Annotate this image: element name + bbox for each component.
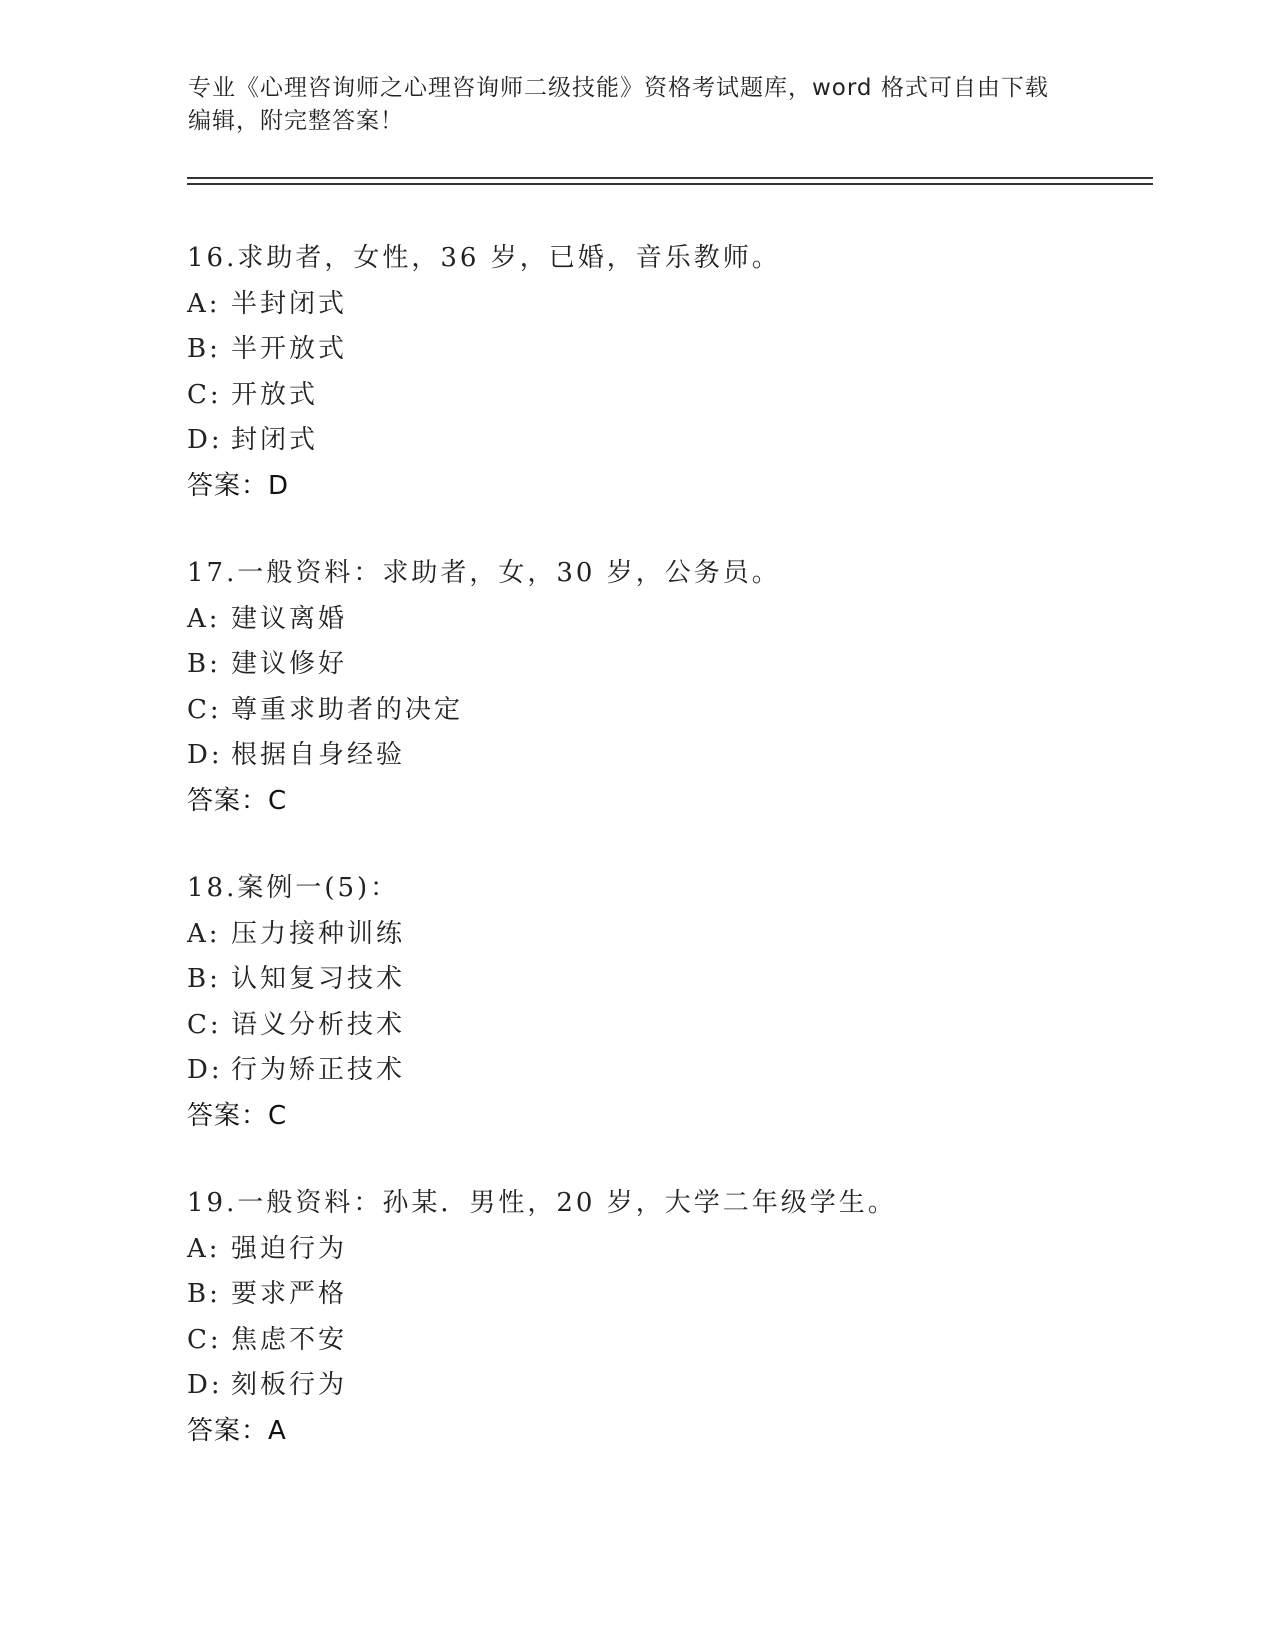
option-b — [187, 1272, 1147, 1318]
option-a — [187, 912, 1147, 958]
question-17 — [187, 551, 1147, 824]
option-text: 半封闭式 — [231, 288, 348, 319]
answer-line: 答案：A — [187, 1415, 287, 1446]
option-text: 开放式 — [231, 379, 319, 410]
question-stem: 18.案例一(5)： — [187, 873, 400, 903]
answer-line: 答案：D — [187, 470, 290, 501]
option-key: D: — [187, 1370, 223, 1400]
header-divider-top — [187, 177, 1153, 179]
option-text: 认知复习技术 — [231, 964, 406, 994]
option-text: 建议修好 — [231, 649, 348, 679]
option-key: B: — [187, 334, 221, 364]
option-text: 焦虑不安 — [231, 1324, 348, 1355]
option-key: C: — [187, 379, 222, 410]
option-b — [187, 957, 1147, 1003]
header-divider-bottom — [187, 183, 1153, 185]
option-key: D: — [187, 425, 223, 455]
option-key: C: — [187, 694, 222, 725]
question-stem: 16.求助者，女性，36 岁，已婚，音乐教师。 — [187, 243, 781, 273]
header-line-1: 专业《心理咨询师之心理咨询师二级技能》资格考试题库，word 格式可自由下载 — [188, 75, 1049, 101]
option-c — [187, 1318, 1147, 1364]
answer-line: 答案：C — [187, 785, 288, 816]
option-key: A: — [187, 603, 221, 634]
option-key: D: — [187, 740, 223, 770]
option-text: 行为矫正技术 — [231, 1055, 406, 1085]
option-d — [187, 418, 1147, 464]
question-18 — [187, 866, 1147, 1139]
option-c — [187, 688, 1147, 734]
option-d — [187, 1363, 1147, 1409]
option-key: C: — [187, 1324, 222, 1355]
option-text: 要求严格 — [231, 1279, 348, 1309]
option-text: 封闭式 — [231, 425, 319, 455]
option-d — [187, 1048, 1147, 1094]
question-stem: 17.一般资料：求助者，女，30 岁，公务员。 — [187, 558, 781, 588]
option-text: 压力接种训练 — [231, 918, 406, 949]
option-key: B: — [187, 649, 221, 679]
question-list — [187, 236, 1147, 1496]
option-text: 强迫行为 — [231, 1233, 348, 1264]
option-key: D: — [187, 1055, 223, 1085]
option-b — [187, 327, 1147, 373]
option-a — [187, 597, 1147, 643]
option-d — [187, 733, 1147, 779]
option-text: 根据自身经验 — [231, 740, 406, 770]
option-text: 尊重求助者的决定 — [231, 694, 464, 725]
option-text: 半开放式 — [231, 334, 348, 364]
option-key: C: — [187, 1009, 222, 1040]
option-text: 建议离婚 — [231, 603, 348, 634]
option-key: A: — [187, 1233, 221, 1264]
option-key: A: — [187, 288, 221, 319]
option-c — [187, 373, 1147, 419]
document-header — [188, 72, 1088, 138]
question-stem: 19.一般资料：孙某．男性，20 岁，大学二年级学生。 — [187, 1188, 897, 1218]
option-text: 语义分析技术 — [231, 1009, 406, 1040]
header-line-2: 编辑，附完整答案！ — [188, 108, 404, 134]
option-key: A: — [187, 918, 221, 949]
question-19 — [187, 1181, 1147, 1454]
option-text: 刻板行为 — [231, 1370, 348, 1400]
answer-line: 答案：C — [187, 1100, 288, 1131]
option-a — [187, 1227, 1147, 1273]
option-b — [187, 642, 1147, 688]
option-a — [187, 282, 1147, 328]
option-c — [187, 1003, 1147, 1049]
option-key: B: — [187, 964, 221, 994]
option-key: B: — [187, 1279, 221, 1309]
question-16 — [187, 236, 1147, 509]
